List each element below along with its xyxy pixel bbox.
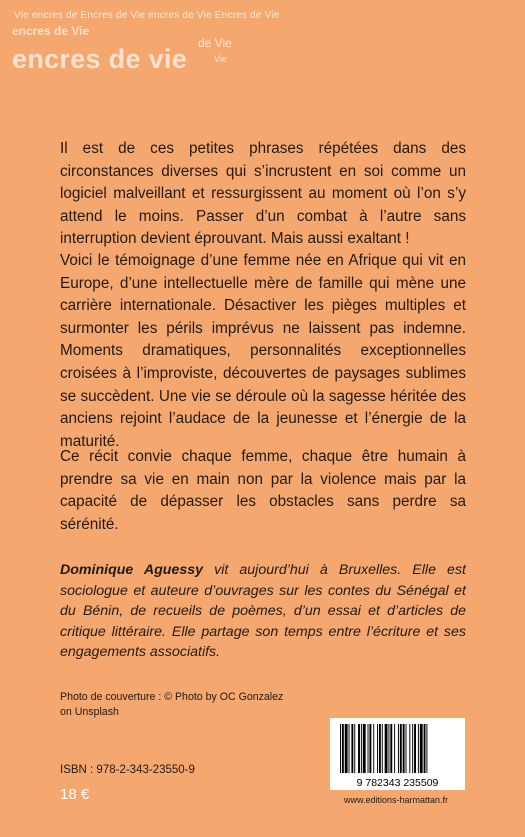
logo-tiny-text: Vie encres de Encres de Vie encres de Vie Encres de Vie [14,10,280,21]
barcode-bar [373,724,374,773]
barcode-bar [345,724,348,773]
logo-mid-text-2: de Vie [198,36,232,50]
barcode-bar [426,724,427,773]
barcode-bar [379,724,381,773]
barcode-digits: 9 782343 235509 [356,777,439,789]
photo-credit [60,690,300,720]
barcode-bar [340,724,341,773]
barcode-bar [349,724,350,773]
barcode-bar [351,724,353,773]
isbn-label: ISBN : 978-2-343-23550-9 [60,764,195,776]
barcode-bar [424,724,426,773]
photo-credit-line-2: on Unsplash [60,706,119,718]
barcode-bar [414,724,416,773]
barcode-bar [363,724,366,773]
barcode-bar [398,724,399,773]
website-url: www.editions-harmattan.fr [344,795,449,805]
barcode-bar [388,724,389,773]
price-label: 18 € [60,786,90,803]
barcode-bar [382,724,383,773]
barcode-bar [400,724,402,773]
barcode-bar [394,724,395,773]
barcode-bar [377,724,378,773]
author-name: Dominique Aguessy [60,562,204,578]
publisher-logo [0,0,280,80]
logo-mid-text: encres de Vie [12,24,90,38]
body-paragraph-2: Voici le témoignage d’une femme née en Afrique qui vit en Europe, d’une intellectuelle mère de famille qui mène une carrière internationale. Désactiver les pièges multiples et surmonter les périls imprévus ne laissent pas indemne. Moments dramatiques, personnalités exceptionnelles croisées à l’improviste, découvertes de paysages sublimes se succèdent. Une vie se déroule où la sagesse héritée des anciens rejoint l’audace de la jeunesse et l’énergie de la maturité. [60,252,466,450]
barcode-graphic [330,718,465,790]
barcode-bar [420,724,423,773]
barcode-bar [354,724,355,773]
barcode-bar [385,724,388,773]
author-bio [60,560,466,663]
barcode-bar [412,724,413,773]
barcode-bar [358,724,360,773]
barcode-bar [361,724,362,773]
barcode-bar [390,724,392,773]
barcode-bar [403,724,405,773]
author-bio-text: vit aujourd’hui à Bruxelles. Elle est sociologue et auteure d’ouvrages sur les contes du Sénégal et du Bénin, de recueils de poèmes, d’un essai et d’articles de critique littéraire. Elle partage son temps entre l’écriture et ses engagements associatifs. [60,562,466,661]
barcode-bar [418,724,419,773]
barcode-bar [409,724,410,773]
barcode [330,718,465,790]
barcode-bar [368,724,369,773]
photo-credit-line-1: Photo de couverture : © Photo by OC Gonzalez [60,691,284,703]
barcode-bar [369,724,371,773]
body-paragraph-1: Il est de ces petites phrases répétées dans des circonstances diverses qui s’incrustent en soi comme un logiciel malveillant et ressurgissent au moment où l’on s’y attend le moins. Passer d’un combat à l’autre sans interruption devient éprouvant. Mais aussi exaltant ! [60,140,466,248]
barcode-bar [342,724,344,773]
logo-right-text: Vie [214,54,227,64]
logo-main-text: encres de vie [12,44,188,74]
body-paragraph-3: Ce récit convie chaque femme, chaque être humain à prendre sa vie en main non par la violence mais par la capacité de dépasser les obstacles sans perdre sa sérénité. [60,448,466,533]
barcode-bar [406,724,407,773]
